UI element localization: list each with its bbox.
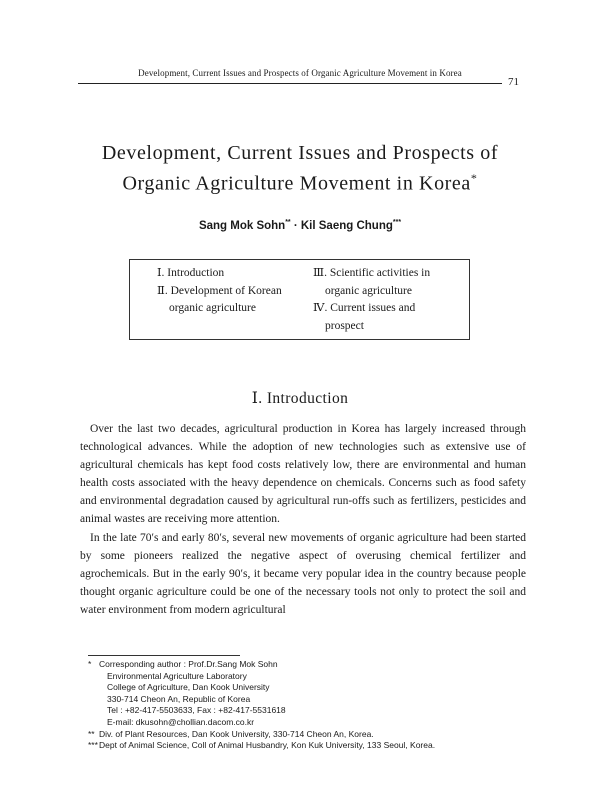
author-separator: · xyxy=(290,219,301,232)
footnote-address-line: College of Agriculture, Dan Kook University xyxy=(107,682,270,693)
section-heading-introduction: Ⅰ. Introduction xyxy=(251,390,349,407)
toc-item-label-continued: prospect xyxy=(325,319,364,332)
author-list xyxy=(40,219,560,232)
toc-item-label: Ⅳ. Current issues and xyxy=(313,302,416,314)
footnote-corresponding-author xyxy=(88,659,508,671)
footnote-marker: ** xyxy=(88,728,95,739)
running-title: Development, Current Issues and Prospects of Organic Agriculture Movement in Korea xyxy=(138,68,462,78)
author-2-name: Kil Saeng Chung xyxy=(300,219,393,232)
footnote-affiliation-1 xyxy=(88,729,508,741)
introduction-body xyxy=(80,420,526,619)
author-1-mark: ** xyxy=(285,219,291,226)
title-footnote-mark: * xyxy=(470,171,478,185)
toc-item-introduction xyxy=(157,265,317,283)
page-number: 71 xyxy=(508,76,519,88)
toc-item-current-issues xyxy=(313,300,463,335)
toc-right-column xyxy=(313,265,463,335)
title-line-2-text: Organic Agriculture Movement in Korea xyxy=(122,172,471,195)
footnote-text: Dept of Animal Science, Coll of Animal Husbandry, Kon Kuk University, 133 Seoul, Korea. xyxy=(99,740,436,751)
footnote-email-line: E-mail: dkusohn@chollian.dacom.co.kr xyxy=(107,716,255,727)
footnote-marker: *** xyxy=(88,740,98,751)
toc-item-label-continued: organic agriculture xyxy=(169,302,256,314)
header-rule xyxy=(78,83,502,84)
toc-item-label-continued: organic agriculture xyxy=(325,284,412,297)
author-1-name: Sang Mok Sohn xyxy=(198,219,286,232)
toc-item-development xyxy=(157,283,317,318)
footnote-affiliation-2 xyxy=(88,740,508,752)
footnote-contact-line: Tel : +82-417-5503633, Fax : +82-417-5531618 xyxy=(107,705,286,716)
author-2-mark: *** xyxy=(392,219,402,226)
footnote-address-line: 330-714 Cheon An, Republic of Korea xyxy=(107,693,251,704)
table-of-contents xyxy=(129,259,470,340)
footnote-label: Corresponding author : Prof.Dr.Sang Mok Sohn xyxy=(99,659,278,669)
footnote-address-line: Environmental Agriculture Laboratory xyxy=(107,670,247,681)
paragraph: In the late 70′s and early 80′s, several new movements of organic agriculture had been started by some pioneers realized the negative aspect of overusing chemical fertilizer and agrochemicals. But in the early 90′s, it became very popular idea in the country because people thought organic agriculture could be one of the necessary tools not only to protect the soil and water environment from modern agricultural xyxy=(80,531,526,616)
title-line-1: Development, Current Issues and Prospects of xyxy=(101,142,499,164)
toc-item-label: Ⅲ. Scientific activities in xyxy=(313,267,431,279)
article-title xyxy=(40,141,560,197)
footnotes xyxy=(88,659,508,752)
toc-item-scientific-activities xyxy=(313,265,463,300)
footnote-text: Div. of Plant Resources, Dan Kook University, 330-714 Cheon An, Korea. xyxy=(99,728,374,739)
footnote-marker: * xyxy=(88,659,92,669)
toc-left-column xyxy=(157,265,317,318)
paragraph: Over the last two decades, agricultural production in Korea has largely increased through technological advances. While the adoption of new technologies such as extensive use of agricultural chemicals has kept food costs relatively low, there are environmental and human health costs associated with the heavy dependence on chemicals. Concerns such as food safety and environmental degradation caused by agricultural run-offs such as fertilizers, pesticides and animal wastes are receiving more attention. xyxy=(80,423,526,526)
title-line-2 xyxy=(40,166,560,197)
footnote-rule xyxy=(88,655,240,656)
toc-item-label: Ⅰ. Introduction xyxy=(157,267,225,279)
toc-item-label: Ⅱ. Development of Korean xyxy=(157,284,282,297)
